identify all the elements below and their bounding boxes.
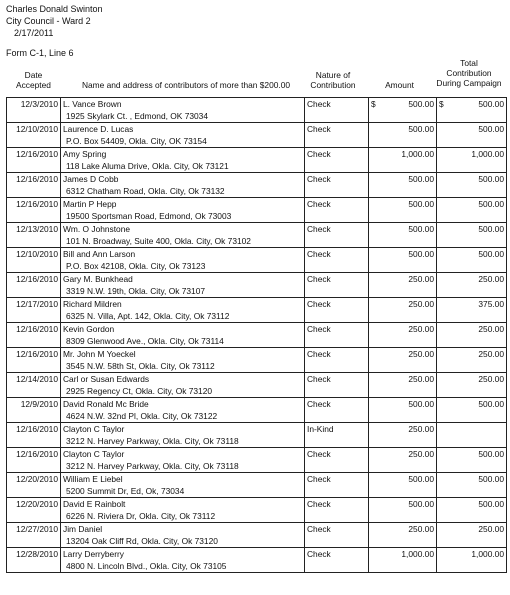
col-header-nature: Nature of Contribution xyxy=(310,70,356,90)
contributor-name: Clayton C Taylor xyxy=(63,449,125,459)
amount-cell xyxy=(369,123,437,148)
date-accepted-cell: 12/16/2010 xyxy=(7,148,61,173)
total-value: 500.00 xyxy=(478,249,504,259)
contributor-address: 3212 N. Harvey Parkway, Okla. City, Ok 73118 xyxy=(66,461,239,471)
nature-cell: Check xyxy=(305,498,369,523)
contributor-name: Martin P Hepp xyxy=(63,199,117,209)
total-cell xyxy=(437,523,507,548)
contributor-name: Richard Mildren xyxy=(63,299,122,309)
total-cell xyxy=(437,148,507,173)
nature-cell: Check xyxy=(305,523,369,548)
nature-cell: Check xyxy=(305,248,369,273)
total-cell xyxy=(437,448,507,473)
date-accepted-cell: 12/16/2010 xyxy=(7,423,61,448)
amount-value: 500.00 xyxy=(408,99,434,109)
nature-cell: Check xyxy=(305,448,369,473)
contributor-cell xyxy=(61,373,305,398)
candidate-name: Charles Donald Swinton xyxy=(6,4,103,14)
total-cell xyxy=(437,323,507,348)
contributor-name: Mr. John M Yoeckel xyxy=(63,349,136,359)
amount-cell xyxy=(369,198,437,223)
amount-value: 500.00 xyxy=(408,399,434,409)
amount-value: 500.00 xyxy=(408,249,434,259)
contributor-address: 101 N. Broadway, Suite 400, Okla. City, Ok 73102 xyxy=(66,236,251,246)
col-header-date: Date Accepted xyxy=(16,70,51,90)
total-cell xyxy=(437,498,507,523)
amount-value: 500.00 xyxy=(408,474,434,484)
amount-cell xyxy=(369,323,437,348)
total-value: 250.00 xyxy=(478,349,504,359)
nature-cell: Check xyxy=(305,98,369,123)
contributor-name: Clayton C Taylor xyxy=(63,424,125,434)
date-accepted-cell: 12/14/2010 xyxy=(7,373,61,398)
date-accepted-cell: 12/27/2010 xyxy=(7,523,61,548)
amount-value: 500.00 xyxy=(408,224,434,234)
amount-cell xyxy=(369,173,437,198)
amount-value: 250.00 xyxy=(408,324,434,334)
date-accepted-cell: 12/17/2010 xyxy=(7,298,61,323)
contributor-cell xyxy=(61,298,305,323)
contributor-address: 13204 Oak Cliff Rd, Okla. City, Ok 73120 xyxy=(66,536,218,546)
table-row xyxy=(7,298,507,323)
col-header-amount: Amount xyxy=(385,80,414,90)
amount-cell xyxy=(369,398,437,423)
date-accepted-cell: 12/20/2010 xyxy=(7,473,61,498)
contributor-address: P.O. Box 54409, Okla. City, OK 73154 xyxy=(66,136,207,146)
total-value: 500.00 xyxy=(478,99,504,109)
amount-value: 500.00 xyxy=(408,199,434,209)
amount-cell xyxy=(369,148,437,173)
amount-cell xyxy=(369,423,437,448)
nature-cell: Check xyxy=(305,323,369,348)
total-cell xyxy=(437,423,507,448)
contributor-cell xyxy=(61,198,305,223)
contributor-address: P.O. Box 42108, Okla. City, Ok 73123 xyxy=(66,261,206,271)
contributor-name: Wm. O Johnstone xyxy=(63,224,131,234)
date-accepted-cell: 12/16/2010 xyxy=(7,448,61,473)
amount-value: 1,000.00 xyxy=(401,549,434,559)
total-value: 500.00 xyxy=(478,474,504,484)
col-header-name: Name and address of contributors of more than $200.00 xyxy=(81,80,291,90)
table-row xyxy=(7,198,507,223)
amount-cell xyxy=(369,448,437,473)
total-cell xyxy=(437,273,507,298)
contributor-cell xyxy=(61,223,305,248)
table-row xyxy=(7,348,507,373)
contributor-cell xyxy=(61,548,305,573)
total-value: 375.00 xyxy=(478,299,504,309)
amount-value: 250.00 xyxy=(408,424,434,434)
table-row xyxy=(7,548,507,573)
amount-cell xyxy=(369,273,437,298)
contributor-name: Larry Derryberry xyxy=(63,549,124,559)
date-accepted-cell: 12/16/2010 xyxy=(7,273,61,298)
contributor-cell xyxy=(61,448,305,473)
date-accepted-cell: 12/16/2010 xyxy=(7,198,61,223)
report-date: 2/17/2011 xyxy=(14,28,54,38)
total-cell xyxy=(437,248,507,273)
nature-cell: Check xyxy=(305,473,369,498)
contributor-name: James D Cobb xyxy=(63,174,119,184)
amount-value: 500.00 xyxy=(408,124,434,134)
amount-cell xyxy=(369,298,437,323)
nature-cell: Check xyxy=(305,223,369,248)
table-row xyxy=(7,423,507,448)
amount-value: 250.00 xyxy=(408,449,434,459)
date-accepted-cell: 12/16/2010 xyxy=(7,348,61,373)
report-header xyxy=(6,3,103,39)
total-value: 1,000.00 xyxy=(471,149,504,159)
total-value: 250.00 xyxy=(478,374,504,384)
table-row xyxy=(7,98,507,123)
contributor-name: Laurence D. Lucas xyxy=(63,124,134,134)
contributor-cell xyxy=(61,248,305,273)
table-row xyxy=(7,248,507,273)
table-row xyxy=(7,473,507,498)
contributor-address: 6312 Chatham Road, Okla. City, Ok 73132 xyxy=(66,186,225,196)
amount-cell xyxy=(369,248,437,273)
total-cell xyxy=(437,373,507,398)
total-cell xyxy=(437,548,507,573)
amount-cell xyxy=(369,373,437,398)
contributions-body xyxy=(7,98,507,573)
table-row xyxy=(7,273,507,298)
nature-cell: Check xyxy=(305,123,369,148)
nature-cell: Check xyxy=(305,198,369,223)
date-accepted-cell: 12/13/2010 xyxy=(7,223,61,248)
total-cell xyxy=(437,348,507,373)
table-row xyxy=(7,123,507,148)
contributor-address: 2925 Regency Ct, Okla. City, Ok 73120 xyxy=(66,386,213,396)
contributor-name: L. Vance Brown xyxy=(63,99,122,109)
total-value: 500.00 xyxy=(478,499,504,509)
contributor-address: 3545 N.W. 58th St, Okla. City, Ok 73112 xyxy=(66,361,215,371)
total-cell xyxy=(437,398,507,423)
total-cell xyxy=(437,173,507,198)
date-accepted-cell: 12/16/2010 xyxy=(7,173,61,198)
table-row xyxy=(7,448,507,473)
amount-value: 250.00 xyxy=(408,524,434,534)
contributor-address: 6325 N. Villa, Apt. 142, Okla. City, Ok 73112 xyxy=(66,311,230,321)
contributor-name: Bill and Ann Larson xyxy=(63,249,136,259)
contributor-address: 4800 N. Lincoln Blvd., Okla. City, Ok 73105 xyxy=(66,561,227,571)
contributions-table xyxy=(6,97,507,573)
nature-cell: Check xyxy=(305,398,369,423)
contributor-cell xyxy=(61,348,305,373)
nature-cell: Check xyxy=(305,173,369,198)
contributor-cell xyxy=(61,498,305,523)
currency-symbol: $ xyxy=(439,99,444,109)
contributor-address: 8309 Glenwood Ave., Okla. City, Ok 73114 xyxy=(66,336,224,346)
contributor-address: 6226 N. Riviera Dr, Okla. City, Ok 73112 xyxy=(66,511,216,521)
date-accepted-cell: 12/28/2010 xyxy=(7,548,61,573)
contributor-address: 4624 N.W. 32nd Pl, Okla. City, Ok 73122 xyxy=(66,411,218,421)
table-row xyxy=(7,223,507,248)
amount-value: 500.00 xyxy=(408,174,434,184)
total-value: 500.00 xyxy=(478,174,504,184)
total-cell xyxy=(437,123,507,148)
nature-cell: Check xyxy=(305,298,369,323)
total-cell xyxy=(437,473,507,498)
table-row xyxy=(7,373,507,398)
contributor-cell xyxy=(61,98,305,123)
contributor-cell xyxy=(61,473,305,498)
total-value: 250.00 xyxy=(478,524,504,534)
amount-value: 250.00 xyxy=(408,349,434,359)
total-value: 250.00 xyxy=(478,274,504,284)
contributor-cell xyxy=(61,123,305,148)
contributor-address: 118 Lake Aluma Drive, Okla. City, Ok 73121 xyxy=(66,161,229,171)
contributor-name: David E Rainbolt xyxy=(63,499,126,509)
amount-value: 250.00 xyxy=(408,299,434,309)
table-row xyxy=(7,398,507,423)
nature-cell: Check xyxy=(305,273,369,298)
form-reference: Form C-1, Line 6 xyxy=(6,48,74,58)
currency-symbol: $ xyxy=(371,99,376,109)
date-accepted-cell: 12/10/2010 xyxy=(7,248,61,273)
table-row xyxy=(7,323,507,348)
contributor-cell xyxy=(61,523,305,548)
contributor-cell xyxy=(61,173,305,198)
contributor-name: Amy Spring xyxy=(63,149,107,159)
total-value: 1,000.00 xyxy=(471,549,504,559)
amount-cell xyxy=(369,473,437,498)
nature-cell: Check xyxy=(305,548,369,573)
contributor-cell xyxy=(61,273,305,298)
total-value: 500.00 xyxy=(478,399,504,409)
col-header-total: Total Contribution During Campaign xyxy=(436,58,502,88)
date-accepted-cell: 12/9/2010 xyxy=(7,398,61,423)
total-value: 500.00 xyxy=(478,199,504,209)
contributor-cell xyxy=(61,323,305,348)
date-accepted-cell: 12/10/2010 xyxy=(7,123,61,148)
total-value: 250.00 xyxy=(478,324,504,334)
contributor-address: 19500 Sportsman Road, Edmond, Ok 73003 xyxy=(66,211,232,221)
office-title: City Council - Ward 2 xyxy=(6,16,91,26)
contributor-address: 1925 Skylark Ct. , Edmond, OK 73034 xyxy=(66,111,208,121)
amount-cell xyxy=(369,223,437,248)
table-row xyxy=(7,523,507,548)
total-cell xyxy=(437,98,507,123)
table-row xyxy=(7,173,507,198)
contributor-name: David Ronald Mc Bride xyxy=(63,399,149,409)
amount-value: 250.00 xyxy=(408,374,434,384)
contributor-cell xyxy=(61,423,305,448)
total-value: 500.00 xyxy=(478,449,504,459)
amount-value: 250.00 xyxy=(408,274,434,284)
amount-value: 1,000.00 xyxy=(401,149,434,159)
contributor-name: Jim Daniel xyxy=(63,524,103,534)
date-accepted-cell: 12/3/2010 xyxy=(7,98,61,123)
nature-cell: Check xyxy=(305,148,369,173)
date-accepted-cell: 12/16/2010 xyxy=(7,323,61,348)
amount-cell xyxy=(369,523,437,548)
table-row xyxy=(7,498,507,523)
amount-cell xyxy=(369,98,437,123)
amount-cell xyxy=(369,348,437,373)
contributor-name: Carl or Susan Edwards xyxy=(63,374,150,384)
contributor-cell xyxy=(61,148,305,173)
total-cell xyxy=(437,298,507,323)
contributor-name: Gary M. Bunkhead xyxy=(63,274,133,284)
contributor-name: Kevin Gordon xyxy=(63,324,115,334)
nature-cell: Check xyxy=(305,373,369,398)
total-value: 500.00 xyxy=(478,224,504,234)
contributor-cell xyxy=(61,398,305,423)
amount-cell xyxy=(369,498,437,523)
contributor-address: 3319 N.W. 19th, Okla. City, Ok 73107 xyxy=(66,286,206,296)
contributor-address: 5200 Summit Dr, Ed, Ok, 73034 xyxy=(66,486,185,496)
amount-value: 500.00 xyxy=(408,499,434,509)
table-row xyxy=(7,148,507,173)
nature-cell: In-Kind xyxy=(305,423,369,448)
total-value: 500.00 xyxy=(478,124,504,134)
contributor-address: 3212 N. Harvey Parkway, Okla. City, Ok 73118 xyxy=(66,436,239,446)
total-cell xyxy=(437,223,507,248)
contributor-name: William E Liebel xyxy=(63,474,123,484)
total-cell xyxy=(437,198,507,223)
amount-cell xyxy=(369,548,437,573)
nature-cell: Check xyxy=(305,348,369,373)
date-accepted-cell: 12/20/2010 xyxy=(7,498,61,523)
